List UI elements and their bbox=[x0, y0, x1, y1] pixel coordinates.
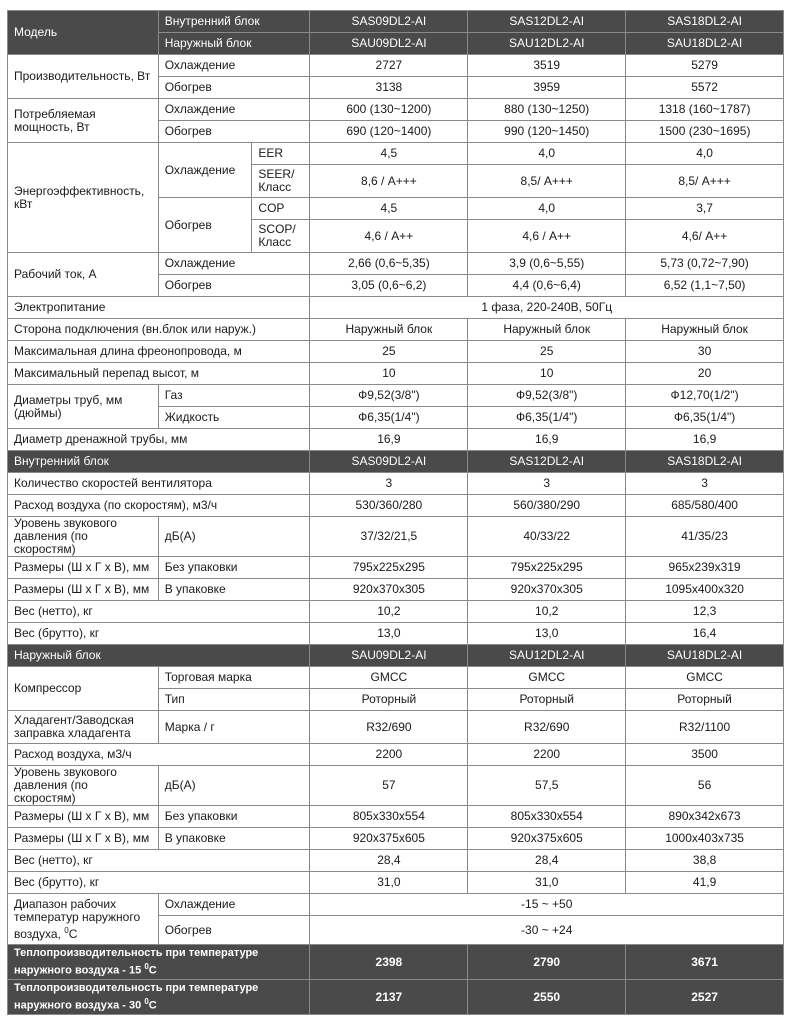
mode-label: Охлаждение bbox=[158, 143, 252, 198]
compressor-brand-row bbox=[8, 667, 784, 689]
refrigerant-sub: Марка / г bbox=[158, 711, 310, 744]
brand-label: Торговая марка bbox=[158, 667, 310, 689]
value-cell: 16,9 bbox=[310, 429, 468, 451]
outdoor-weight-gross-row bbox=[8, 872, 784, 894]
section-title: Наружный блок bbox=[8, 645, 310, 667]
value-cell: 28,4 bbox=[468, 850, 626, 872]
dims-label: Размеры (Ш х Г х В), мм bbox=[8, 557, 159, 579]
value-cell: 10 bbox=[310, 363, 468, 385]
outdoor-model: SAU18DL2-AI bbox=[626, 645, 784, 667]
value-cell: 31,0 bbox=[310, 872, 468, 894]
degree-sup: 0 bbox=[144, 997, 149, 1007]
value-cell: 28,4 bbox=[310, 850, 468, 872]
connection-label: Сторона подключения (вн.блок или наруж.) bbox=[8, 319, 310, 341]
outdoor-model: SAU09DL2-AI bbox=[310, 33, 468, 55]
range-heat-value: -30 ~ +24 bbox=[310, 916, 784, 945]
heat-capacity-temp: 30 bbox=[129, 999, 145, 1012]
indoor-airflow-row bbox=[8, 495, 784, 517]
value-cell: 4,4 (0,6~6,4) bbox=[468, 275, 626, 297]
value-cell: 2790 bbox=[468, 945, 626, 980]
mode-label: Охлаждение bbox=[158, 99, 310, 121]
capacity-label: Производительность, Вт bbox=[8, 55, 159, 99]
model-label: Модель bbox=[8, 11, 159, 55]
value-cell: 880 (130~1250) bbox=[468, 99, 626, 121]
value-cell: 25 bbox=[468, 341, 626, 363]
value-cell: Роторный bbox=[626, 689, 784, 711]
value-cell: Роторный bbox=[310, 689, 468, 711]
indoor-model: SAS18DL2-AI bbox=[626, 11, 784, 33]
outdoor-model: SAU18DL2-AI bbox=[626, 33, 784, 55]
outdoor-weight-net-row bbox=[8, 850, 784, 872]
value-cell: 16,9 bbox=[468, 429, 626, 451]
value-cell: 920x375x605 bbox=[310, 828, 468, 850]
value-cell: 5,73 (0,72~7,90) bbox=[626, 253, 784, 275]
indoor-model: SAS18DL2-AI bbox=[626, 451, 784, 473]
value-cell: Ф12,70(1/2") bbox=[626, 385, 784, 407]
value-cell: 38,8 bbox=[626, 850, 784, 872]
weight-label: Вес (нетто), кг bbox=[8, 850, 310, 872]
outdoor-model: SAU09DL2-AI bbox=[310, 645, 468, 667]
value-cell: 4,0 bbox=[468, 143, 626, 165]
scop-label: SCOP/ Класс bbox=[252, 220, 310, 253]
mode-label: Обогрев bbox=[158, 916, 310, 945]
value-cell: 3,9 (0,6~5,55) bbox=[468, 253, 626, 275]
outdoor-model: SAU12DL2-AI bbox=[468, 33, 626, 55]
mode-label: Обогрев bbox=[158, 77, 310, 99]
value-cell: 920x375x605 bbox=[468, 828, 626, 850]
gas-label: Газ bbox=[158, 385, 310, 407]
dims-sub: В упаковке bbox=[158, 828, 310, 850]
current-cool-row bbox=[8, 253, 784, 275]
value-cell: 530/360/280 bbox=[310, 495, 468, 517]
outdoor-dims-net-row bbox=[8, 806, 784, 828]
value-cell: 13,0 bbox=[310, 623, 468, 645]
value-cell: GMCC bbox=[626, 667, 784, 689]
seer-label: SEER/ Класс bbox=[252, 165, 310, 198]
value-cell: 3138 bbox=[310, 77, 468, 99]
indoor-label: Внутренний блок bbox=[158, 11, 310, 33]
noise-unit: дБ(А) bbox=[158, 766, 310, 806]
pipes-label: Диаметры труб, мм (дюймы) bbox=[8, 385, 159, 429]
value-cell: 805x330x554 bbox=[310, 806, 468, 828]
indoor-weight-gross-row bbox=[8, 623, 784, 645]
mode-label: Обогрев bbox=[158, 275, 310, 297]
power-supply-row bbox=[8, 297, 784, 319]
value-cell: 16,4 bbox=[626, 623, 784, 645]
mode-label: Обогрев bbox=[158, 198, 252, 253]
value-cell: Наружный блок bbox=[468, 319, 626, 341]
noise-unit: дБ(А) bbox=[158, 517, 310, 557]
refrigerant-row bbox=[8, 711, 784, 744]
value-cell: Наружный блок bbox=[626, 319, 784, 341]
drain-row bbox=[8, 429, 784, 451]
value-cell: 2,66 (0,6~5,35) bbox=[310, 253, 468, 275]
outdoor-noise-row bbox=[8, 766, 784, 806]
value-cell: 3 bbox=[626, 473, 784, 495]
value-cell: 805x330x554 bbox=[468, 806, 626, 828]
value-cell: 30 bbox=[626, 341, 784, 363]
value-cell: 5279 bbox=[626, 55, 784, 77]
value-cell: 890x342x673 bbox=[626, 806, 784, 828]
value-cell: 690 (120~1400) bbox=[310, 121, 468, 143]
value-cell: 920x370x305 bbox=[310, 579, 468, 601]
indoor-weight-net-row bbox=[8, 601, 784, 623]
liquid-label: Жидкость bbox=[158, 407, 310, 429]
value-cell: 600 (130~1200) bbox=[310, 99, 468, 121]
value-cell: 6,52 (1,1~7,50) bbox=[626, 275, 784, 297]
section-title: Внутренний блок bbox=[8, 451, 310, 473]
value-cell: 16,9 bbox=[626, 429, 784, 451]
value-cell: 20 bbox=[626, 363, 784, 385]
dims-label: Размеры (Ш х Г х В), мм bbox=[8, 579, 159, 601]
value-cell: Наружный блок bbox=[310, 319, 468, 341]
capacity-cool-row bbox=[8, 55, 784, 77]
value-cell: 3,7 bbox=[626, 198, 784, 220]
connection-row bbox=[8, 319, 784, 341]
value-cell: 2137 bbox=[310, 980, 468, 1015]
value-cell: GMCC bbox=[468, 667, 626, 689]
dims-sub: Без упаковки bbox=[158, 557, 310, 579]
value-cell: 965x239x319 bbox=[626, 557, 784, 579]
outdoor-section-header bbox=[8, 645, 784, 667]
value-cell: 4,0 bbox=[626, 143, 784, 165]
value-cell: 4,6 / А++ bbox=[468, 220, 626, 253]
value-cell: 41,9 bbox=[626, 872, 784, 894]
indoor-section-header bbox=[8, 451, 784, 473]
value-cell: 4,6/ А++ bbox=[626, 220, 784, 253]
value-cell: 8,5/ А+++ bbox=[626, 165, 784, 198]
dims-sub: В упаковке bbox=[158, 579, 310, 601]
pipe-gas-row bbox=[8, 385, 784, 407]
value-cell: 3,05 (0,6~6,2) bbox=[310, 275, 468, 297]
indoor-model: SAS09DL2-AI bbox=[310, 11, 468, 33]
mode-label: Охлаждение bbox=[158, 253, 310, 275]
value-cell: Ф6,35(1/4") bbox=[468, 407, 626, 429]
value-cell: 10,2 bbox=[468, 601, 626, 623]
value-cell: 13,0 bbox=[468, 623, 626, 645]
airflow-label: Расход воздуха (по скоростям), м3/ч bbox=[8, 495, 310, 517]
dims-sub: Без упаковки bbox=[158, 806, 310, 828]
range-cool-row bbox=[8, 894, 784, 916]
fan-speeds-label: Количество скоростей вентилятора bbox=[8, 473, 310, 495]
value-cell: 10,2 bbox=[310, 601, 468, 623]
dims-label: Размеры (Ш х Г х В), мм bbox=[8, 828, 159, 850]
heat-capacity-label bbox=[8, 980, 310, 1015]
range-cool-value: -15 ~ +50 bbox=[310, 894, 784, 916]
indoor-dims-net-row bbox=[8, 557, 784, 579]
value-cell: 3671 bbox=[626, 945, 784, 980]
mode-label: Охлаждение bbox=[158, 55, 310, 77]
heat-capacity-minus30-row bbox=[8, 980, 784, 1015]
efficiency-label: Энергоэффективность, кВт bbox=[8, 143, 159, 253]
value-cell: 4,5 bbox=[310, 198, 468, 220]
outdoor-model: SAU12DL2-AI bbox=[468, 645, 626, 667]
value-cell: 560/380/290 bbox=[468, 495, 626, 517]
fan-speeds-row bbox=[8, 473, 784, 495]
max-height-label: Максимальный перепад высот, м bbox=[8, 363, 310, 385]
value-cell: 2727 bbox=[310, 55, 468, 77]
mode-label: Обогрев bbox=[158, 121, 310, 143]
outdoor-dims-pack-row bbox=[8, 828, 784, 850]
range-label bbox=[8, 894, 159, 945]
value-cell: 41/35/23 bbox=[626, 517, 784, 557]
outdoor-label: Наружный блок bbox=[158, 33, 310, 55]
heat-capacity-temp: 15 bbox=[129, 964, 145, 977]
max-length-row bbox=[8, 341, 784, 363]
power-supply-label: Электропитание bbox=[8, 297, 310, 319]
value-cell: Ф9,52(3/8") bbox=[468, 385, 626, 407]
value-cell: 12,3 bbox=[626, 601, 784, 623]
value-cell: GMCC bbox=[310, 667, 468, 689]
value-cell: R32/1100 bbox=[626, 711, 784, 744]
eer-label: EER bbox=[252, 143, 310, 165]
value-cell: R32/690 bbox=[468, 711, 626, 744]
value-cell: 795x225x295 bbox=[468, 557, 626, 579]
value-cell: 685/580/400 bbox=[626, 495, 784, 517]
max-length-label: Максимальная длина фреонопровода, м bbox=[8, 341, 310, 363]
indoor-model: SAS09DL2-AI bbox=[310, 451, 468, 473]
value-cell: 4,0 bbox=[468, 198, 626, 220]
type-label: Тип bbox=[158, 689, 310, 711]
value-cell: 10 bbox=[468, 363, 626, 385]
value-cell: 2398 bbox=[310, 945, 468, 980]
value-cell: 1318 (160~1787) bbox=[626, 99, 784, 121]
value-cell: 8,6 / А+++ bbox=[310, 165, 468, 198]
indoor-dims-pack-row bbox=[8, 579, 784, 601]
max-height-row bbox=[8, 363, 784, 385]
header-row-indoor bbox=[8, 11, 784, 33]
value-cell: 31,0 bbox=[468, 872, 626, 894]
value-cell: 2200 bbox=[310, 744, 468, 766]
drain-label: Диаметр дренажной трубы, мм bbox=[8, 429, 310, 451]
power-supply-value: 1 фаза, 220-240В, 50Гц bbox=[310, 297, 784, 319]
value-cell: 57,5 bbox=[468, 766, 626, 806]
value-cell: 5572 bbox=[626, 77, 784, 99]
mode-label: Охлаждение bbox=[158, 894, 310, 916]
value-cell: 4,6 / А++ bbox=[310, 220, 468, 253]
weight-label: Вес (нетто), кг bbox=[8, 601, 310, 623]
range-unit: C bbox=[68, 926, 78, 941]
indoor-noise-row bbox=[8, 517, 784, 557]
weight-label: Вес (брутто), кг bbox=[8, 872, 310, 894]
heat-capacity-minus15-row bbox=[8, 945, 784, 980]
indoor-model: SAS12DL2-AI bbox=[468, 451, 626, 473]
degree-sup: 0 bbox=[144, 962, 149, 972]
value-cell: Роторный bbox=[468, 689, 626, 711]
refrigerant-label: Хладагент/Заводская заправка хладагента bbox=[8, 711, 159, 744]
value-cell: 3 bbox=[310, 473, 468, 495]
value-cell: 1500 (230~1695) bbox=[626, 121, 784, 143]
power-cool-row bbox=[8, 99, 784, 121]
weight-label: Вес (брутто), кг bbox=[8, 623, 310, 645]
value-cell: 57 bbox=[310, 766, 468, 806]
value-cell: 2200 bbox=[468, 744, 626, 766]
value-cell: Ф6,35(1/4") bbox=[626, 407, 784, 429]
current-label: Рабочий ток, А bbox=[8, 253, 159, 297]
spec-table bbox=[7, 10, 784, 1015]
indoor-model: SAS12DL2-AI bbox=[468, 11, 626, 33]
degree-sup: 0 bbox=[64, 925, 69, 935]
value-cell: 3519 bbox=[468, 55, 626, 77]
noise-label: Уровень звукового давления (по скоростям) bbox=[8, 766, 159, 806]
range-label-text: Диапазон рабочих температур наружного воздуха, bbox=[14, 896, 141, 941]
heat-capacity-text: Теплопроизводительность при температуре наружного воздуха - bbox=[14, 947, 259, 977]
heat-capacity-unit: C bbox=[148, 999, 157, 1012]
value-cell: 40/33/22 bbox=[468, 517, 626, 557]
value-cell: 4,5 bbox=[310, 143, 468, 165]
value-cell: 1095x400x320 bbox=[626, 579, 784, 601]
heat-capacity-label bbox=[8, 945, 310, 980]
compressor-label: Компрессор bbox=[8, 667, 159, 711]
value-cell: 56 bbox=[626, 766, 784, 806]
dims-label: Размеры (Ш х Г х В), мм bbox=[8, 806, 159, 828]
value-cell: 2550 bbox=[468, 980, 626, 1015]
value-cell: 8,5/ А+++ bbox=[468, 165, 626, 198]
value-cell: 3500 bbox=[626, 744, 784, 766]
airflow-label: Расход воздуха, м3/ч bbox=[8, 744, 310, 766]
value-cell: R32/690 bbox=[310, 711, 468, 744]
power-label: Потребляемая мощность, Вт bbox=[8, 99, 159, 143]
value-cell: 3959 bbox=[468, 77, 626, 99]
value-cell: 3 bbox=[468, 473, 626, 495]
value-cell: Ф6,35(1/4") bbox=[310, 407, 468, 429]
heat-capacity-unit: C bbox=[148, 964, 157, 977]
value-cell: 990 (120~1450) bbox=[468, 121, 626, 143]
noise-label: Уровень звукового давления (по скоростям) bbox=[8, 517, 159, 557]
heat-capacity-text: Теплопроизводительность при температуре наружного воздуха - bbox=[14, 982, 259, 1012]
cop-label: COP bbox=[252, 198, 310, 220]
value-cell: 920x370x305 bbox=[468, 579, 626, 601]
value-cell: 1000x403x735 bbox=[626, 828, 784, 850]
value-cell: 2527 bbox=[626, 980, 784, 1015]
value-cell: 795x225x295 bbox=[310, 557, 468, 579]
value-cell: Ф9,52(3/8") bbox=[310, 385, 468, 407]
eer-row bbox=[8, 143, 784, 165]
outdoor-airflow-row bbox=[8, 744, 784, 766]
value-cell: 25 bbox=[310, 341, 468, 363]
value-cell: 37/32/21,5 bbox=[310, 517, 468, 557]
